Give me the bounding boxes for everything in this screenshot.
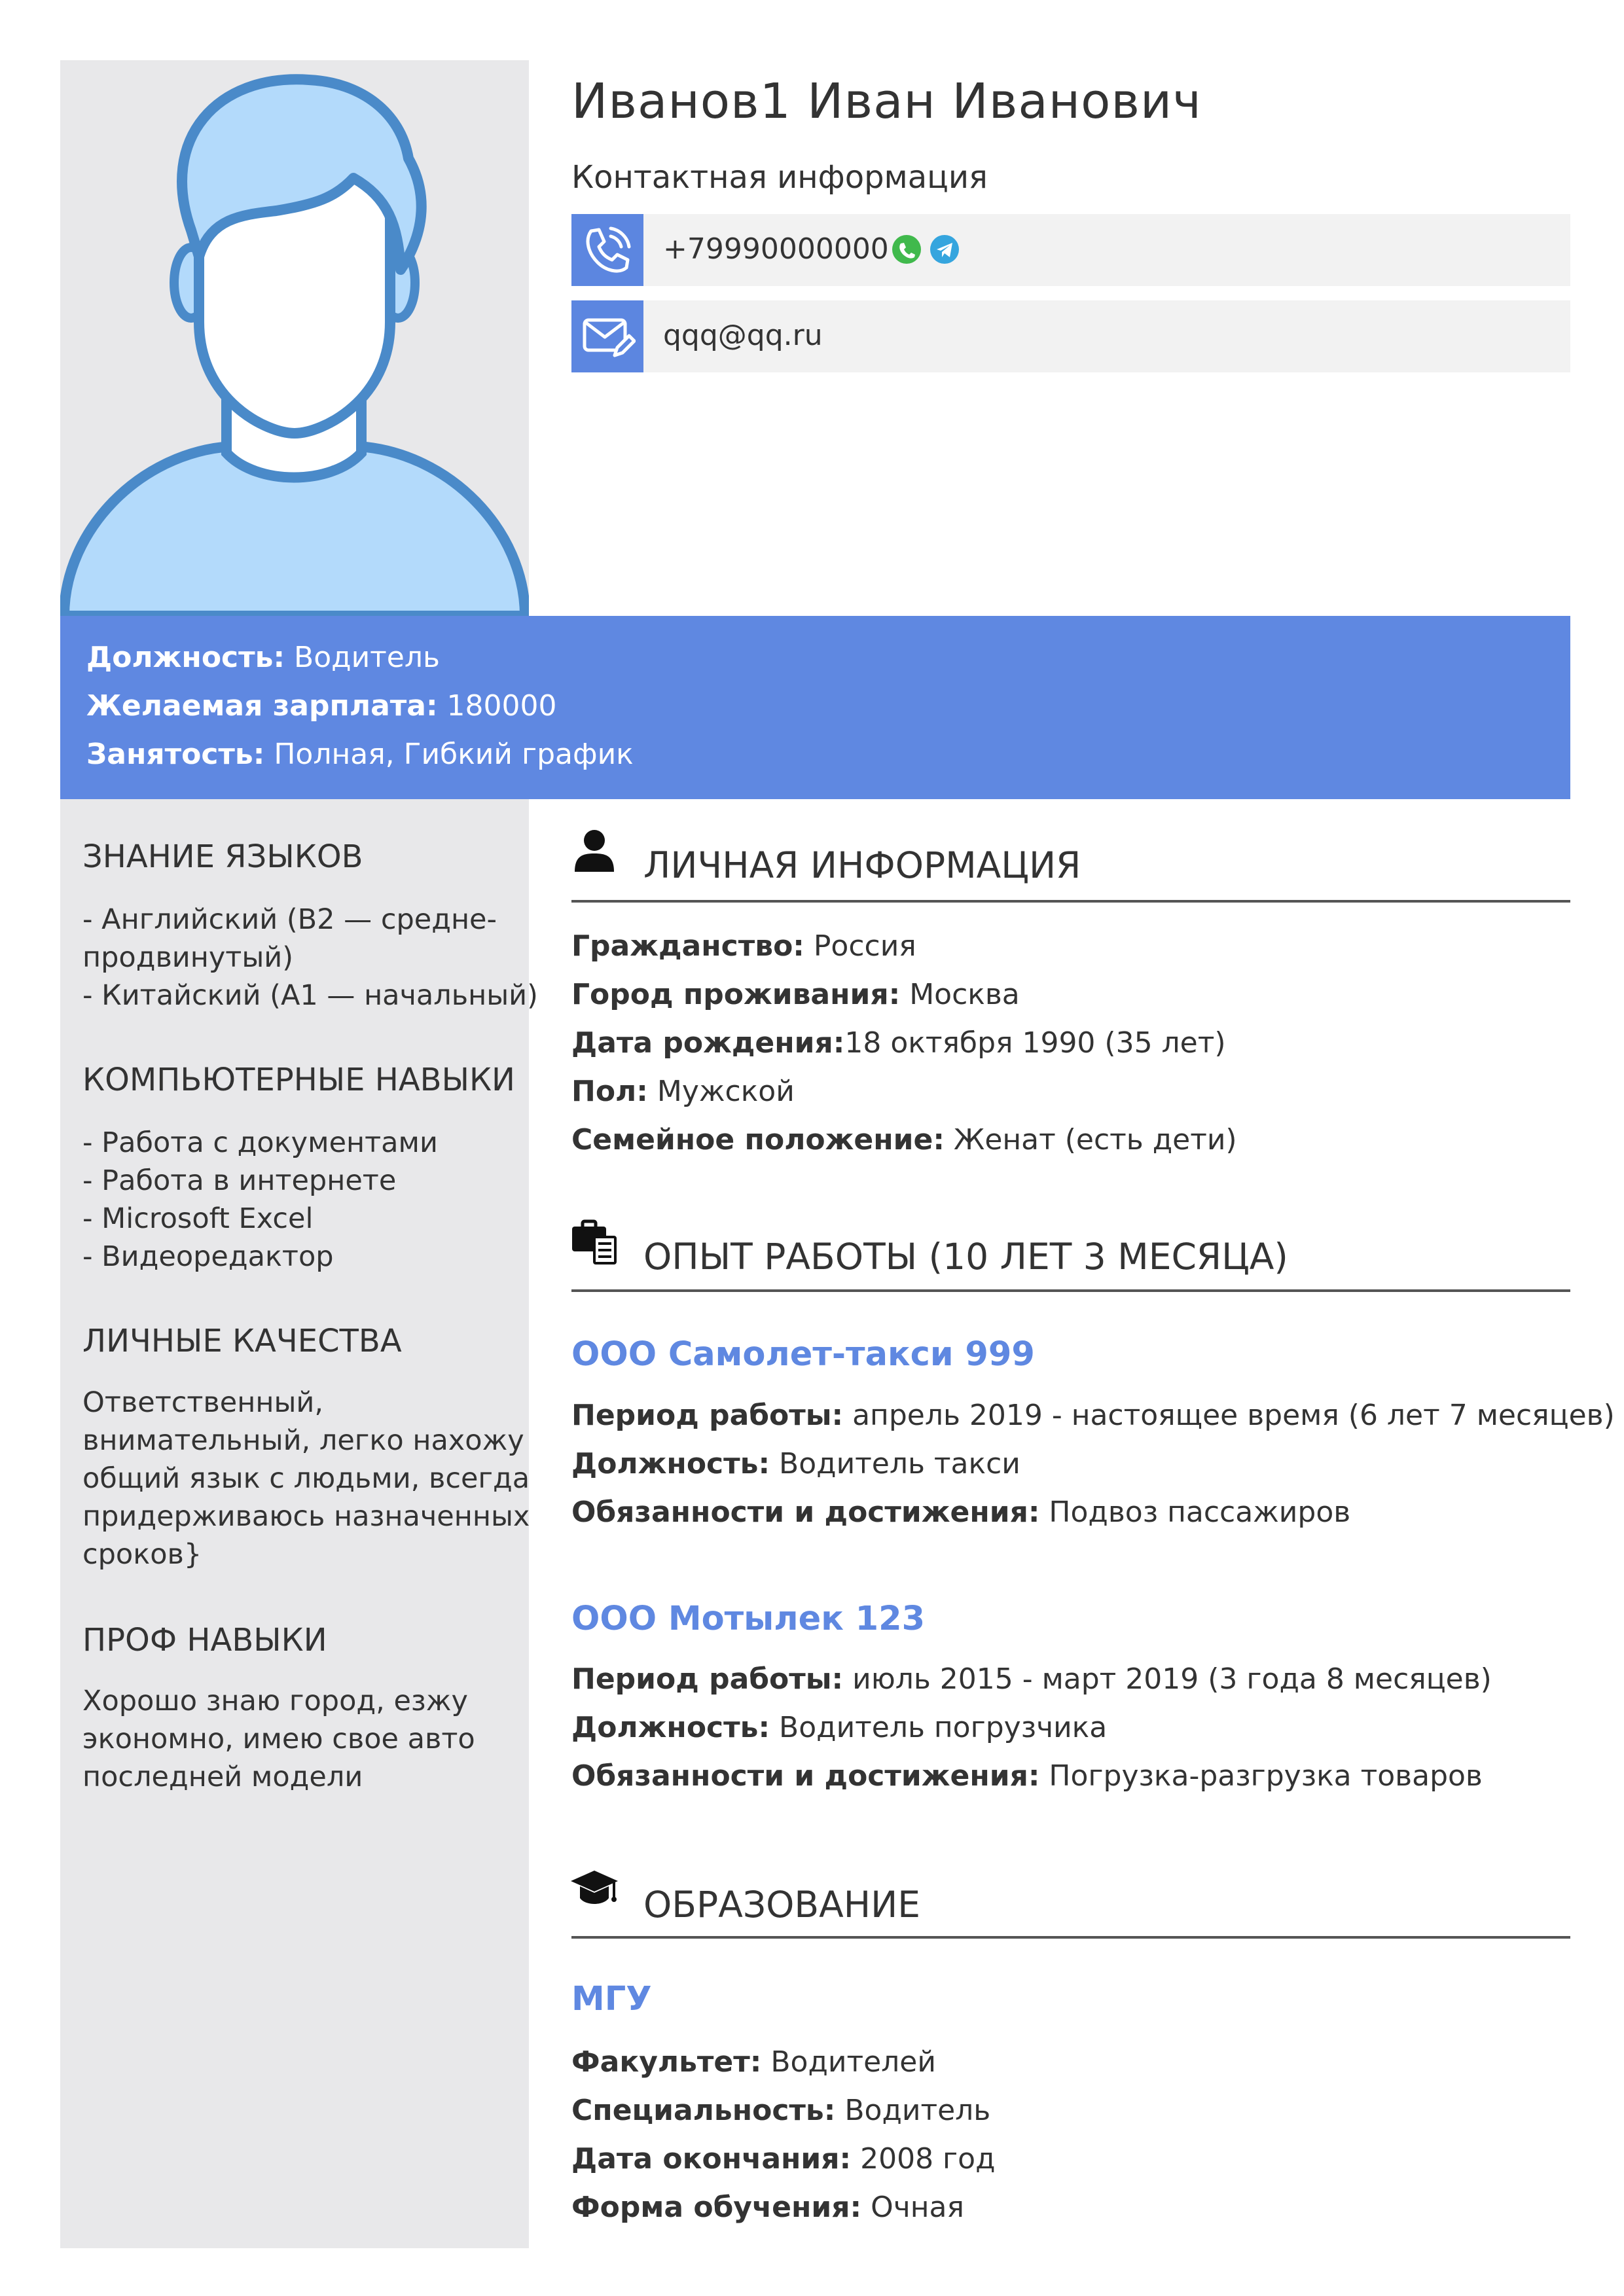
- job-position-line: [571, 1711, 1107, 1744]
- field-label: Дата окончания:: [571, 2142, 852, 2176]
- candidate-name: Иванов1 Иван Иванович: [571, 73, 1202, 130]
- computer-skills-list: [82, 1124, 514, 1276]
- job-duties-line: [571, 1496, 1350, 1529]
- email-address[interactable]: qqq@qq.ru: [663, 319, 823, 352]
- field-label: Период работы:: [571, 1399, 844, 1432]
- computer-skill-item: - Работа с документами: [82, 1126, 438, 1159]
- languages-heading: ЗНАНИЕ ЯЗЫКОВ: [82, 838, 363, 875]
- personal-qualities-text: [82, 1384, 530, 1573]
- contact-heading: Контактная информация: [571, 159, 988, 196]
- field-label: Пол:: [571, 1075, 648, 1108]
- languages-line: продвинутый): [82, 941, 294, 974]
- field-value: Москва: [900, 978, 1020, 1011]
- field-label: Специальность:: [571, 2094, 836, 2127]
- computer-skill-item: - Видеоредактор: [82, 1240, 334, 1273]
- field-label: Дата рождения:: [571, 1026, 845, 1060]
- position-value: Водитель: [285, 641, 440, 674]
- field-value: Водитель такси: [770, 1447, 1020, 1480]
- field-label: Период работы:: [571, 1662, 844, 1696]
- employment-label: Занятость:: [86, 738, 265, 771]
- work-period-line: [571, 1399, 1615, 1432]
- prof-skills-text: [82, 1682, 514, 1796]
- marital-status-line: [571, 1123, 1237, 1157]
- personal-qualities-heading: ЛИЧНЫЕ КАЧЕСТВА: [82, 1323, 402, 1359]
- section-divider: [571, 900, 1570, 903]
- email-row: [571, 300, 1570, 372]
- field-label: Обязанности и достижения:: [571, 1496, 1040, 1529]
- messenger-icons: [888, 231, 967, 268]
- citizenship-line: [571, 929, 916, 963]
- phone-icon: [571, 214, 643, 286]
- telegram-icon[interactable]: [930, 235, 959, 264]
- qualities-line: сроков}: [82, 1538, 202, 1571]
- employment-value: Полная, Гибкий график: [264, 738, 634, 771]
- field-value: 2008 год: [851, 2142, 996, 2176]
- field-label: Должность:: [571, 1711, 770, 1744]
- qualities-line: общий язык с людьми, всегда: [82, 1462, 530, 1495]
- position-line: [86, 641, 440, 674]
- field-label: Обязанности и достижения:: [571, 1759, 1040, 1793]
- field-value: Мужской: [647, 1075, 795, 1108]
- prof-skills-line: последней модели: [82, 1761, 363, 1793]
- phone-row: [571, 214, 1570, 286]
- qualities-line: внимательный, легко нахожу: [82, 1424, 524, 1457]
- specialty-line: [571, 2094, 990, 2127]
- field-value: Женат (есть дети): [944, 1123, 1237, 1157]
- job-target-band: [60, 616, 1570, 799]
- employment-line: [86, 738, 634, 771]
- gender-line: [571, 1075, 795, 1108]
- field-label: Гражданство:: [571, 929, 804, 963]
- prof-skills-line: Хорошо знаю город, езжу: [82, 1685, 468, 1717]
- birthdate-line: [571, 1026, 1226, 1060]
- avatar-illustration: [60, 60, 529, 616]
- job-position-line: [571, 1447, 1020, 1480]
- section-divider: [571, 1289, 1570, 1292]
- work-period-line: [571, 1662, 1492, 1696]
- person-icon: [569, 826, 619, 876]
- education-heading: ОБРАЗОВАНИЕ: [643, 1884, 920, 1926]
- field-value: Водителей: [761, 2045, 936, 2079]
- field-label: Должность:: [571, 1447, 770, 1480]
- field-value: Погрузка-разгрузка товаров: [1039, 1759, 1483, 1793]
- computer-skill-item: - Работа в интернете: [82, 1164, 397, 1197]
- city-line: [571, 978, 1020, 1011]
- field-value: Россия: [804, 929, 916, 963]
- qualities-line: Ответственный,: [82, 1386, 324, 1419]
- company-name: ООО Мотылек 123: [571, 1600, 926, 1638]
- experience-heading: ОПЫТ РАБОТЫ (10 ЛЕТ 3 МЕСЯЦА): [643, 1236, 1288, 1278]
- position-label: Должность:: [86, 641, 285, 674]
- graduation-date-line: [571, 2142, 996, 2176]
- personal-info-heading: ЛИЧНАЯ ИНФОРМАЦИЯ: [643, 844, 1081, 886]
- languages-list: [82, 901, 538, 1014]
- faculty-line: [571, 2045, 936, 2079]
- salary-line: [86, 689, 557, 723]
- field-label: Форма обучения:: [571, 2191, 862, 2224]
- languages-line: - Английский (B2 — средне-: [82, 903, 497, 936]
- envelope-pen-icon: [571, 300, 643, 372]
- languages-line: - Китайский (A1 — начальный): [82, 979, 538, 1012]
- company-name: ООО Самолет-такси 999: [571, 1335, 1035, 1374]
- qualities-line: придерживаюсь назначенных: [82, 1500, 530, 1533]
- field-value: Водитель погрузчика: [770, 1711, 1108, 1744]
- field-label: Факультет:: [571, 2045, 762, 2079]
- field-value: апрель 2019 - настоящее время (6 лет 7 месяцев): [843, 1399, 1615, 1432]
- whatsapp-icon[interactable]: [892, 235, 921, 264]
- computer-skills-heading: КОМПЬЮТЕРНЫЕ НАВЫКИ: [82, 1062, 515, 1098]
- phone-number[interactable]: +79990000000: [663, 232, 889, 266]
- prof-skills-line: экономно, имею свое авто: [82, 1723, 475, 1755]
- avatar: [60, 60, 529, 616]
- field-value: 18 октября 1990 (35 лет): [844, 1026, 1226, 1060]
- field-value: Водитель: [835, 2094, 991, 2127]
- field-value: Очная: [861, 2191, 964, 2224]
- field-value: июль 2015 - март 2019 (3 года 8 месяцев): [843, 1662, 1492, 1696]
- field-value: Подвоз пассажиров: [1039, 1496, 1351, 1529]
- field-label: Город проживания:: [571, 978, 901, 1011]
- salary-value: 180000: [437, 689, 557, 723]
- institution-name: МГУ: [571, 1980, 652, 2018]
- job-duties-line: [571, 1759, 1483, 1793]
- study-form-line: [571, 2191, 964, 2224]
- briefcase-icon: [569, 1215, 619, 1265]
- salary-label: Желаемая зарплата:: [86, 689, 438, 723]
- section-divider: [571, 1936, 1570, 1939]
- computer-skill-item: - Microsoft Excel: [82, 1202, 314, 1235]
- field-label: Семейное положение:: [571, 1123, 945, 1157]
- graduation-cap-icon: [569, 1865, 619, 1915]
- prof-skills-heading: ПРОФ НАВЫКИ: [82, 1622, 327, 1659]
